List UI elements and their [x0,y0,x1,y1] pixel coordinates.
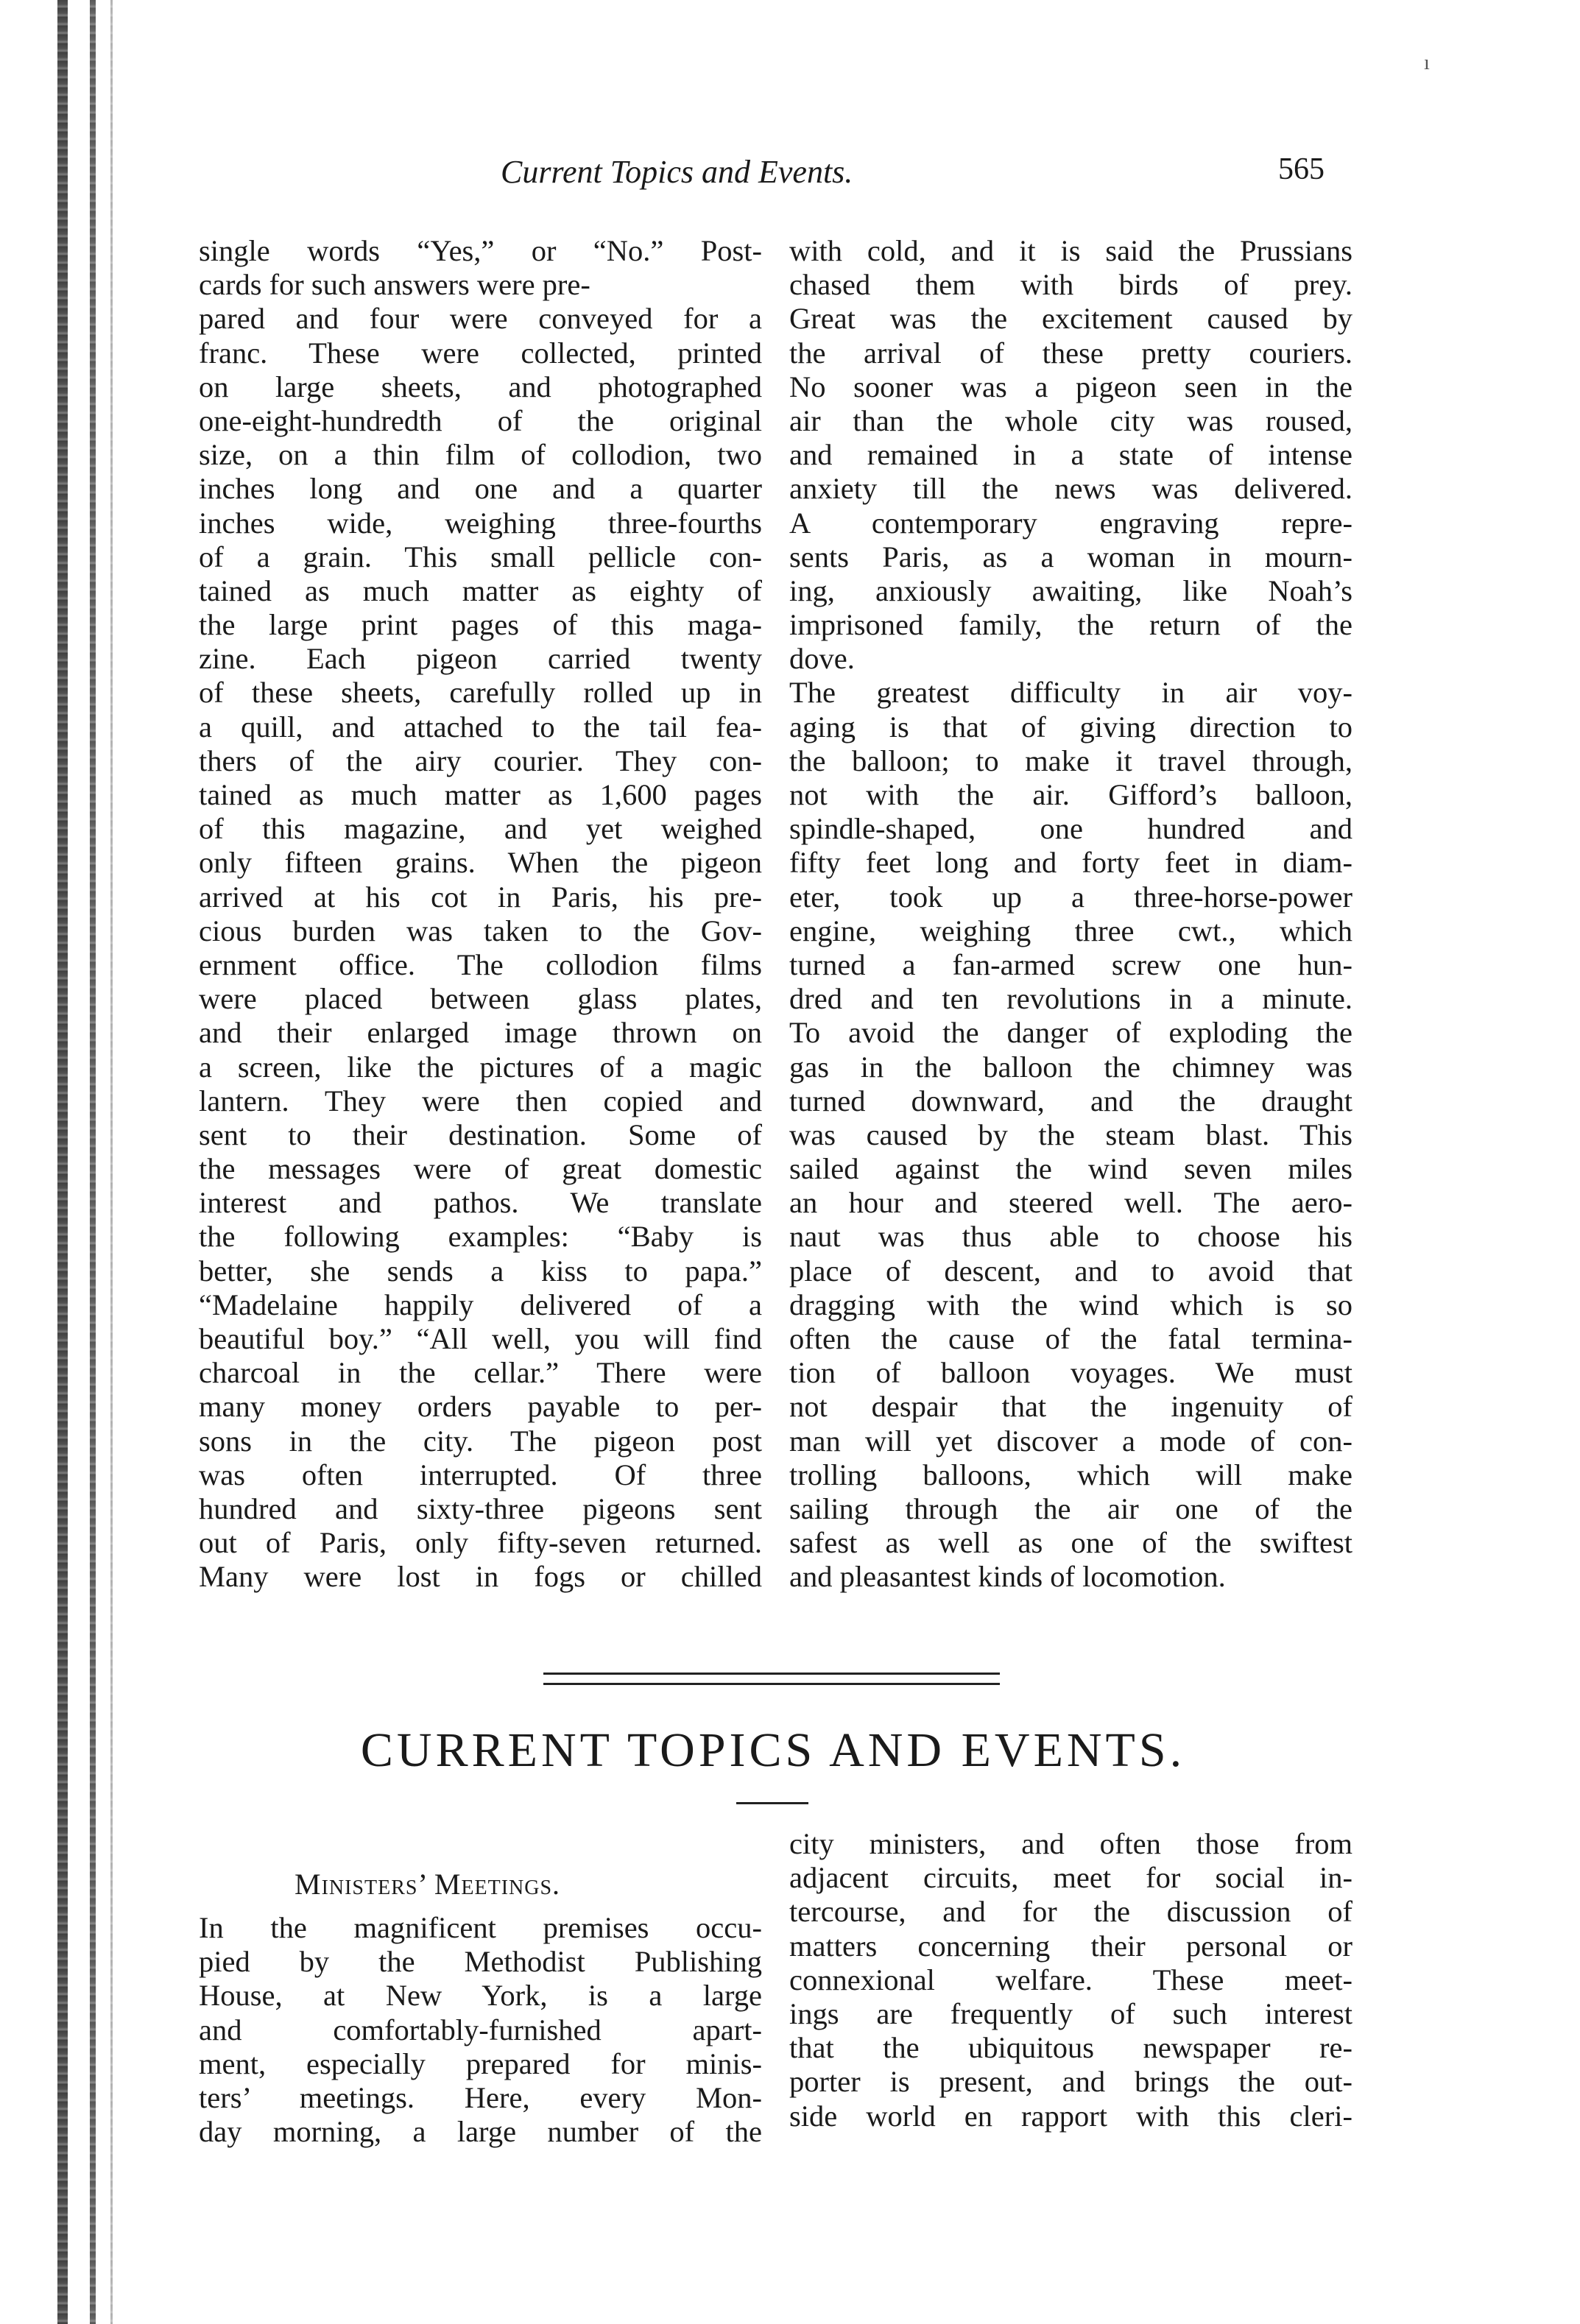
text-line: sailed against the wind seven miles [789,1152,1352,1186]
text-line: the following examples: “Baby is [199,1220,762,1254]
text-line: of a grain. This small pellicle con- [199,540,762,573]
text-line: day morning, a large number of the [199,2115,762,2149]
text-line: Many were lost in fogs or chilled [199,1560,762,1594]
text-line: A contemporary engraving repre- [789,506,1352,540]
text-line: hundred and sixty-three pigeons sent [199,1491,762,1525]
section-column-left [199,1911,762,2149]
text-line: out of Paris, only fifty-seven returned. [199,1526,762,1560]
text-line: matters concerning their personal or [789,1929,1352,1963]
text-line: side world en rapport with this cleri- [789,2099,1352,2133]
text-line: engine, weighing three cwt., which [789,914,1352,947]
text-line: tained as much matter as eighty of [199,573,762,607]
text-line: naut was thus able to choose his [789,1220,1352,1254]
text-line: aging is that of giving direction to [789,710,1352,744]
text-line: sents Paris, as a woman in mourn- [789,540,1352,573]
text-line: sailing through the air one of the [789,1491,1352,1525]
text-line: chased them with birds of prey. [789,268,1352,302]
text-line: safest as well as one of the swiftest [789,1526,1352,1560]
page-binding-shadow [110,0,113,2324]
text-line: place of descent, and to avoid that [789,1254,1352,1288]
text-line: that the ubiquitous newspaper re- [789,2031,1352,2065]
text-line: one-eight-hundredth of the original [199,403,762,437]
text-line: In the magnificent premises occu- [199,1911,762,1944]
text-line: only fifteen grains. When the pigeon [199,846,762,880]
text-line: of these sheets, carefully rolled up in [199,676,762,710]
text-line: tercourse, and for the discussion of [789,1895,1352,1929]
text-line: better, she sends a kiss to papa.” [199,1254,762,1288]
text-line: and remained in a state of intense [789,438,1352,472]
text-line: franc. These were collected, printed [199,336,762,370]
text-line: House, at New York, is a large [199,1979,762,2013]
text-line: air than the whole city was roused, [789,403,1352,437]
text-line: fifty feet long and forty feet in diam- [789,846,1352,880]
text-line: often the cause of the fatal termina- [789,1322,1352,1355]
text-line: the messages were of great domestic [199,1152,762,1186]
section-divider-bottom [543,1683,1000,1685]
text-line: turned downward, and the draught [789,1084,1352,1117]
text-line: porter is present, and brings the out- [789,2065,1352,2099]
text-line: pied by the Methodist Publishing [199,1945,762,1979]
text-line: tained as much matter as 1,600 pages [199,778,762,811]
text-line: with cold, and it is said the Prussians [789,234,1352,267]
text-line: and comfortably-furnished apart- [199,2013,762,2046]
text-line: pared and four were conveyed for a [199,302,762,336]
text-line: on large sheets, and photographed [199,370,762,403]
section-column-right [789,1827,1352,2133]
running-head: Current Topics and Events. [501,154,853,190]
text-line: interest and pathos. We translate [199,1186,762,1220]
text-line: Great was the excitement caused by [789,302,1352,336]
text-line: the balloon; to make it travel through, [789,744,1352,777]
text-line: trolling balloons, which will make [789,1458,1352,1491]
text-line: “Madelaine happily delivered of a [199,1288,762,1321]
text-line: beautiful boy.” “All well, you will find [199,1322,762,1355]
text-line: turned a fan-armed screw one hun- [789,947,1352,981]
text-line: inches long and one and a quarter [199,472,762,506]
text-line: ing, anxiously awaiting, like Noah’s [789,573,1352,607]
text-line: spindle-shaped, one hundred and [789,812,1352,846]
text-line: of this magazine, and yet weighed [199,812,762,846]
text-line: many money orders payable to per- [199,1390,762,1424]
text-line: The greatest difficulty in air voy- [789,676,1352,710]
text-line: ernment office. The collodion films [199,947,762,981]
text-line: sent to their destination. Some of [199,1117,762,1151]
text-line: thers of the airy courier. They con- [199,744,762,777]
text-line: No sooner was a pigeon seen in the [789,370,1352,403]
text-line: a screen, like the pictures of a magic [199,1050,762,1084]
text-line: cards for such answers were pre- [199,268,590,302]
page-binding-edge-inner [90,0,96,2324]
text-line: dove. [789,642,855,676]
text-line: city ministers, and often those from [789,1827,1352,1860]
page-binding-edge [57,0,68,2324]
text-line: tion of balloon voyages. We must [789,1356,1352,1390]
text-line: not despair that the ingenuity of [789,1390,1352,1424]
text-line: man will yet discover a mode of con- [789,1424,1352,1458]
text-line: cious burden was taken to the Gov- [199,914,762,947]
article-column-left [199,234,762,1594]
title-rule [736,1802,808,1804]
text-line: ters’ meetings. Here, every Mon- [199,2080,762,2114]
text-line: sons in the city. The pigeon post [199,1424,762,1458]
text-line: lantern. They were then copied and [199,1084,762,1117]
section-divider-top [543,1673,1000,1675]
text-line: To avoid the danger of exploding the [789,1016,1352,1050]
text-line: ings are frequently of such interest [789,1996,1352,2030]
text-line: size, on a thin film of collodion, two [199,438,762,472]
text-line: and their enlarged image thrown on [199,1016,762,1050]
text-line: ment, especially prepared for minis- [199,2046,762,2080]
text-line: were placed between glass plates, [199,982,762,1016]
text-line: charcoal in the cellar.” There were [199,1356,762,1390]
text-line: connexional welfare. These meet- [789,1963,1352,1996]
text-line: single words “Yes,” or “No.” Post- [199,234,762,267]
text-line: not with the air. Gifford’s balloon, [789,778,1352,811]
text-line: and pleasantest kinds of locomotion. [789,1560,1226,1594]
text-line: anxiety till the news was delivered. [789,472,1352,506]
text-line: the arrival of these pretty couriers. [789,336,1352,370]
text-line: imprisoned family, the return of the [789,608,1352,642]
text-line: dragging with the wind which is so [789,1288,1352,1321]
section-title: CURRENT TOPICS AND EVENTS. [360,1723,1186,1777]
scan-speck: ı [1424,52,1430,74]
text-line: inches wide, weighing three-fourths [199,506,762,540]
text-line: was often interrupted. Of three [199,1458,762,1491]
text-line: gas in the balloon the chimney was [789,1050,1352,1084]
page-number: 565 [1278,152,1325,186]
text-line: zine. Each pigeon carried twenty [199,642,762,676]
article-column-right [789,234,1352,1594]
text-line: an hour and steered well. The aero- [789,1186,1352,1220]
text-line: dred and ten revolutions in a minute. [789,982,1352,1016]
text-line: arrived at his cot in Paris, his pre- [199,880,762,914]
text-line: was caused by the steam blast. This [789,1117,1352,1151]
subheading: Ministers’ Meetings. [295,1868,561,1901]
text-line: adjacent circuits, meet for social in- [789,1861,1352,1895]
text-line: eter, took up a three-horse-power [789,880,1352,914]
text-line: the large print pages of this maga- [199,608,762,642]
text-line: a quill, and attached to the tail fea- [199,710,762,744]
